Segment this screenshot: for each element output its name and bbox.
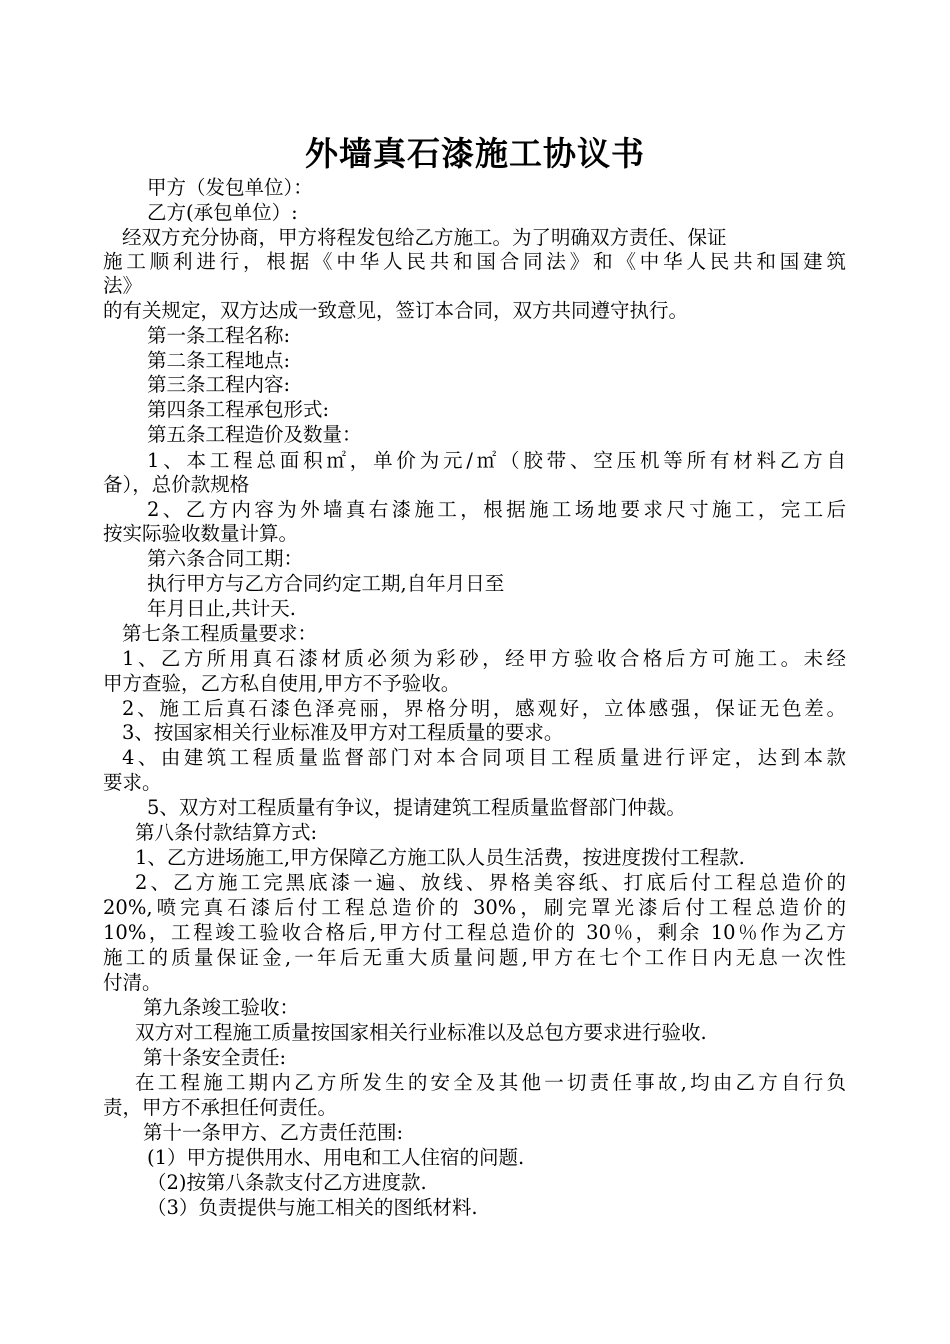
clause-line: 10%，工程竣工验收合格后,甲方付工程总造价的 30％，剩余 10％作为乙方 <box>103 921 846 944</box>
clause-line: (1）甲方提供用水、用电和工人住宿的问题. <box>147 1146 525 1169</box>
clause-line: 1、乙方进场施工,甲方保障乙方施工队人员生活费，按进度拨付工程款. <box>135 846 745 869</box>
clause-line: 要求。 <box>103 771 162 794</box>
article-heading: 第六条合同工期： <box>147 547 304 570</box>
preamble-line: 的有关规定，双方达成一致意见，签订本合同，双方共同遵守执行。 <box>103 299 689 322</box>
article-heading: 第三条工程内容: <box>147 373 291 396</box>
clause-line: 执行甲方与乙方合同约定工期,自年月日至 <box>147 572 505 595</box>
article-heading: 第十一条甲方、乙方责任范围: <box>143 1121 404 1144</box>
article-heading: 第七条工程质量要求： <box>122 622 318 645</box>
clause-line: 年月日止,共计天. <box>147 597 296 620</box>
clause-line: 施工的质量保证金,一年后无重大质量问题,甲方在七个工作日内无息一次性 <box>103 946 846 969</box>
clause-line: 2、施工后真石漆色泽亮丽，界格分明，感观好，立体感强，保证无色差。 <box>122 697 846 720</box>
clause-line: 付清。 <box>103 971 162 994</box>
article-heading: 第九条竣工验收： <box>143 996 300 1019</box>
article-heading: 第五条工程造价及数量： <box>147 423 362 446</box>
clause-line: 3、按国家相关行业标准及甲方对工程质量的要求。 <box>122 721 564 744</box>
article-heading: 第四条工程承包形式: <box>147 398 330 421</box>
article-heading: 第二条工程地点: <box>147 349 291 372</box>
clause-line: 1、乙方所用真石漆材质必须为彩砂，经甲方验收合格后方可施工。未经 <box>122 647 846 670</box>
article-heading: 第八条付款结算方式: <box>135 821 318 844</box>
clause-line: 2、乙方内容为外墙真右漆施工，根据施工场地要求尺寸施工，完工后 <box>147 498 846 521</box>
document-title: 外墙真石漆施工协议书 <box>305 134 645 173</box>
clause-line: 双方对工程施工质量按国家相关行业标准以及总包方要求进行验收. <box>135 1021 707 1044</box>
preamble-line: 经双方充分协商，甲方将程发包给乙方施工。为了明确双方责任、保证 <box>122 226 727 249</box>
preamble-line: 施工顺利进行，根据《中华人民共和国合同法》和《中华人民共和国建筑 <box>103 250 846 273</box>
party-a-line: 甲方（发包单位）： <box>147 176 313 199</box>
party-b-line: 乙方(承包单位）: <box>147 201 298 224</box>
clause-line: 责，甲方不承担任何责任。 <box>103 1096 338 1119</box>
preamble-line: 法》 <box>103 274 143 297</box>
clause-line: （2)按第八条款支付乙方进度款. <box>147 1171 427 1194</box>
clause-line: 2、乙方施工完黑底漆一遍、放线、界格美容纸、打底后付工程总造价的 <box>135 871 846 894</box>
clause-line: 4、由建筑工程质量监督部门对本合同项目工程质量进行评定，达到本款 <box>122 746 846 769</box>
clause-line: 1、本工程总面积㎡，单价为元/㎡（胶带、空压机等所有材料乙方自 <box>147 449 846 472</box>
clause-line: 备），总价款规格 <box>103 473 250 496</box>
article-heading: 第十条安全责任: <box>143 1046 287 1069</box>
clause-line: 甲方查验，乙方私自使用,甲方不予验收。 <box>103 672 461 695</box>
clause-line: 5、双方对工程质量有争议，提请建筑工程质量监督部门仲裁。 <box>147 796 686 819</box>
clause-line: 20%,喷完真石漆后付工程总造价的 30%，刷完罩光漆后付工程总造价的 <box>103 896 846 919</box>
clause-line: 在工程施工期内乙方所发生的安全及其他一切责任事故,均由乙方自行负 <box>135 1071 846 1094</box>
clause-line: 按实际验收数量计算。 <box>103 522 299 545</box>
article-heading: 第一条工程名称: <box>147 324 291 347</box>
clause-line: （3）负责提供与施工相关的图纸材料. <box>147 1196 478 1219</box>
